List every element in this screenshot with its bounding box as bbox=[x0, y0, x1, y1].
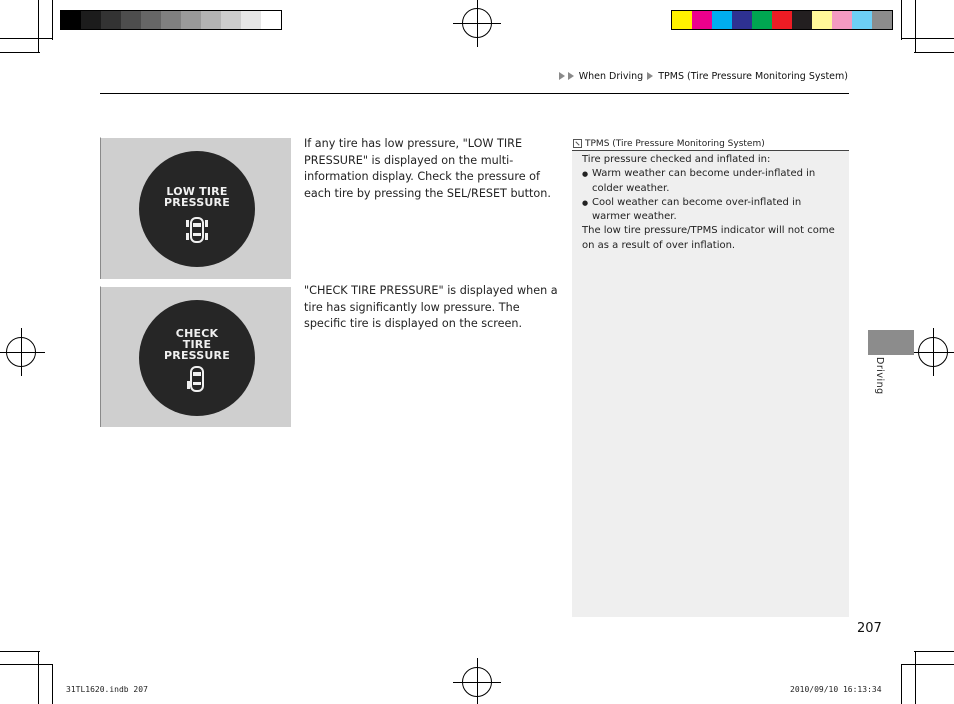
color-swatch bbox=[792, 11, 812, 29]
crop-mark bbox=[901, 0, 902, 40]
tire-car-icon bbox=[184, 364, 210, 394]
color-swatch-bar bbox=[671, 10, 893, 30]
color-swatch bbox=[181, 11, 201, 29]
note-bullet: ● Cool weather can become over-inflated in warmer weather. bbox=[582, 196, 839, 225]
color-swatch bbox=[161, 11, 181, 29]
color-swatch bbox=[672, 11, 692, 29]
display-message: LOW TIRE PRESSURE bbox=[164, 185, 230, 209]
note-outro: The low tire pressure/TPMS indicator will not come on as a result of over inflation. bbox=[582, 225, 835, 251]
display-message: CHECK TIRE PRESSURE bbox=[164, 327, 230, 362]
tpms-note-panel bbox=[572, 137, 849, 617]
low-tire-display-image bbox=[100, 137, 291, 279]
breadcrumb bbox=[0, 71, 848, 82]
crop-mark bbox=[915, 652, 916, 704]
crop-mark bbox=[0, 38, 52, 39]
color-swatch bbox=[772, 11, 792, 29]
breadcrumb-arrow-icon bbox=[568, 72, 574, 80]
tire-car-icon bbox=[184, 214, 210, 246]
note-bullet: ● Warm weather can become under-inflated in colder weather. bbox=[582, 167, 839, 196]
note-body bbox=[572, 151, 849, 253]
header-rule bbox=[100, 93, 849, 94]
color-swatch bbox=[832, 11, 852, 29]
crop-mark bbox=[914, 52, 954, 53]
note-title: TPMS (Tire Pressure Monitoring System) bbox=[585, 138, 765, 149]
crop-mark bbox=[0, 664, 52, 665]
breadcrumb-item[interactable]: When Driving bbox=[578, 71, 644, 82]
crop-mark bbox=[914, 651, 954, 652]
color-swatch bbox=[712, 11, 732, 29]
section-tab[interactable] bbox=[868, 330, 914, 355]
registration-mark bbox=[462, 667, 492, 697]
footer-file-info: 31TL1620.indb 207 bbox=[66, 685, 148, 694]
color-swatch bbox=[261, 11, 281, 29]
color-swatch bbox=[121, 11, 141, 29]
note-header bbox=[572, 137, 849, 151]
color-swatch bbox=[872, 11, 892, 29]
crop-mark bbox=[52, 0, 53, 40]
color-swatch bbox=[692, 11, 712, 29]
color-swatch bbox=[812, 11, 832, 29]
crop-mark bbox=[0, 651, 40, 652]
crop-mark bbox=[0, 52, 40, 53]
crop-mark bbox=[902, 664, 954, 665]
note-bullet-list bbox=[582, 167, 839, 224]
breadcrumb-item[interactable]: TPMS (Tire Pressure Monitoring System) bbox=[658, 71, 848, 82]
note-icon bbox=[573, 139, 582, 148]
color-swatch bbox=[752, 11, 772, 29]
color-swatch bbox=[141, 11, 161, 29]
color-swatch bbox=[241, 11, 261, 29]
check-tire-display-image bbox=[100, 286, 291, 427]
registration-mark bbox=[6, 337, 36, 367]
footer-timestamp: 2010/09/10 16:13:34 bbox=[790, 685, 882, 694]
crop-mark bbox=[902, 38, 954, 39]
color-swatch bbox=[221, 11, 241, 29]
breadcrumb-arrow-icon bbox=[647, 72, 653, 80]
crop-mark bbox=[38, 652, 39, 704]
color-swatch bbox=[81, 11, 101, 29]
registration-mark bbox=[462, 8, 492, 38]
crop-mark bbox=[901, 664, 902, 704]
crop-mark bbox=[915, 0, 916, 52]
note-intro: Tire pressure checked and inflated in: bbox=[582, 154, 771, 165]
registration-mark bbox=[918, 337, 948, 367]
section-tab-label: Driving bbox=[874, 357, 885, 395]
color-swatch bbox=[852, 11, 872, 29]
color-swatch bbox=[201, 11, 221, 29]
color-swatch bbox=[732, 11, 752, 29]
crop-mark bbox=[38, 0, 39, 52]
display-screen bbox=[139, 300, 255, 416]
gray-swatch-bar bbox=[60, 10, 282, 30]
breadcrumb-arrow-icon bbox=[559, 72, 565, 80]
page-number: 207 bbox=[857, 621, 882, 636]
check-tire-description: "CHECK TIRE PRESSURE" is displayed when a tire has significantly low pressure. The specific tire is displayed on the screen. bbox=[304, 284, 558, 330]
low-tire-description: If any tire has low pressure, "LOW TIRE PRESSURE" is displayed on the multi-information display. Check the pressure of each tire by pressing the SEL/RESET button. bbox=[304, 137, 551, 200]
color-swatch bbox=[101, 11, 121, 29]
display-screen bbox=[139, 151, 255, 267]
color-swatch bbox=[61, 11, 81, 29]
crop-mark bbox=[52, 664, 53, 704]
